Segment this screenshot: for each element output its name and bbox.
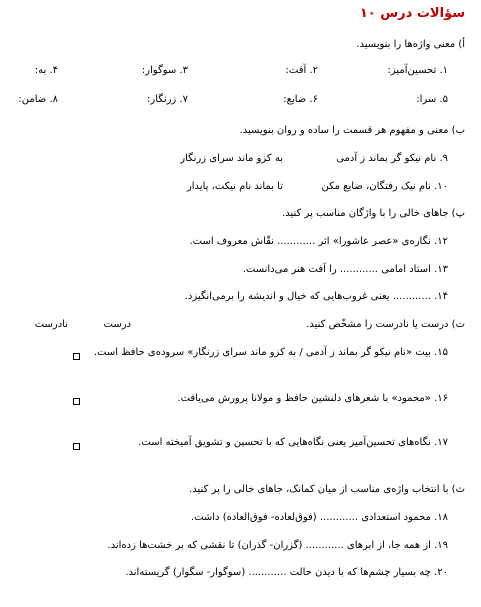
word-6: ۶. ضایع: <box>283 94 318 105</box>
question-16: ۱۶. «محمود» با شعرهای دلنشین حافظ و مولانا پرورش می‌یافت. <box>177 393 448 404</box>
question-16-checkbox[interactable] <box>73 398 80 405</box>
word-5: ۵. سرا: <box>416 94 448 105</box>
section-th-heading: ث) با انتخاب واژه‌ی مناسب از میان کمانک، جاهای خالی را پر کنید. <box>189 484 465 495</box>
question-10-first-hemistich: ۱۰. نام نیک رفتگان، ضایع مکن <box>321 181 448 192</box>
word-2: ۲. آفت: <box>285 65 318 76</box>
page-title: سؤالات درس ۱۰ <box>359 6 465 21</box>
question-13: ۱۳. استاد امامی ............ را آفت هنر می‌دانست. <box>242 264 448 275</box>
section-a-heading: أ) معنی واژه‌ها را بنویسید. <box>356 39 465 50</box>
section-t-heading: ت) درست یا نادرست را مشخّص کنید. <box>306 319 465 330</box>
question-12: ۱۲. نگاره‌ی «عصر عاشورا» اثر ............ نقّاش معروف است. <box>189 236 448 247</box>
word-4: ۴. به: <box>34 65 58 76</box>
section-b-heading: ب) معنی و مفهوم هر قسمت را ساده و روان بنویسید. <box>239 125 465 136</box>
question-15-checkbox[interactable] <box>73 353 80 360</box>
question-15: ۱۵. بیت «نام نیکو گر بماند ز آدمی / به کزو ماند سرای زرنگار» سروده‌ی حافظ است. <box>93 347 448 358</box>
question-14: ۱۴. ............ یعنی غروب‌هایی که خیال و اندیشه را برمی‌انگیزد. <box>184 291 448 302</box>
question-19: ۱۹. از همه جا، از ابرهای ............ (گزران- گذران) تا نقشی که بر خشت‌ها زده‌اند. <box>107 540 448 551</box>
word-8: ۸. ضامن: <box>18 94 58 105</box>
word-1: ۱. تحسین‌آمیز: <box>387 65 448 76</box>
question-10-second-hemistich: تا بماند نام نیکت، پایدار <box>186 181 283 192</box>
question-18: ۱۸. محمود استعدادی ............ (فوق‌لعاده- فوق‌العاده) داشت. <box>190 512 448 523</box>
word-7: ۷. زرنگار: <box>147 94 188 105</box>
word-3: ۳. سوگوار: <box>141 65 188 76</box>
question-17-checkbox[interactable] <box>73 443 80 450</box>
column-false-label: نادرست <box>34 319 68 330</box>
question-9-second-hemistich: به کزو ماند سرای زرنگار <box>180 153 283 164</box>
question-17: ۱۷. نگاه‌های تحسین‌آمیز یعنی نگاه‌هایی که با تحسین و تشویق آمیخته است. <box>138 437 448 448</box>
column-true-label: درست <box>103 319 131 330</box>
question-20: ۲۰. چه بسیار چشم‌ها که با دیدن حالت ............ (سوگوار- سگوار) گریسته‌اند. <box>125 567 448 578</box>
section-p-heading: پ) جاهای خالی را با واژگان مناسب پر کنید. <box>282 208 465 219</box>
question-9-first-hemistich: ۹. نام نیکو گر بماند ز آدمی <box>336 153 448 164</box>
